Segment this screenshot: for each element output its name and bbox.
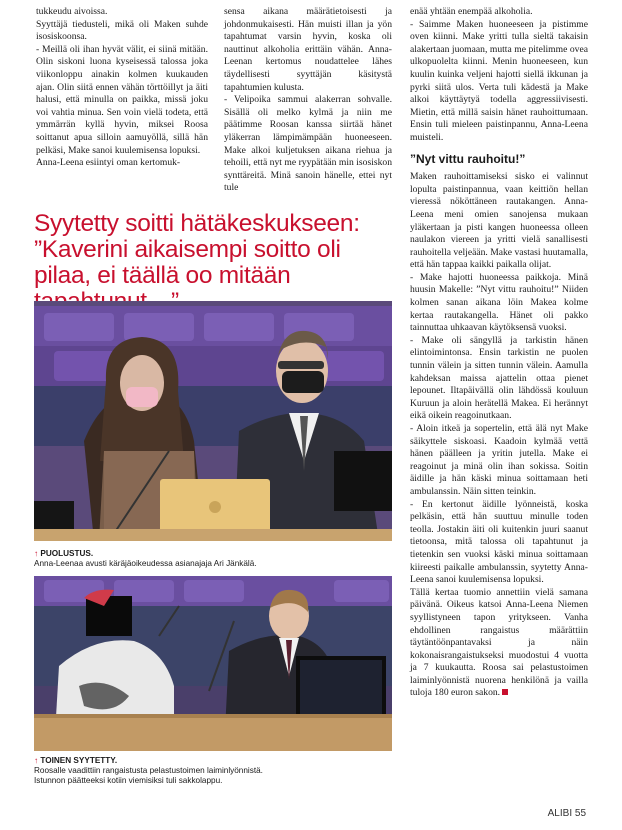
caption-title: TOINEN SYYTETTY. [40, 756, 118, 765]
paragraph: - Saimme Maken huoneeseen ja pistimme oven kiinni. Make yritti tulla sieltä takaisin alakertaan juomaan, mutta me pitelimme ovea ulkopuolelta kiinni. Menin huoneeseen, kun kuulin kuinka veljeni hajotti siellä ikkunan ja pyrki siitä ulos. Verta tuli kädestä ja Make alkoi käyttäytyä todella aggressiivisesti. Mietin, että millä saisin hänet rauhoittumaan. Ensin tuli mieleen paistinpannu, Anna-Leena muisteli. [410, 18, 588, 143]
article-column-3 [410, 6, 588, 700]
paragraph: Maken rauhoittamiseksi sisko ei valinnut lopulta paistinpannua, vaan keittiön hellan vieressä nököttäneen rautakangen. Anna-Leena meni omien sanojensa mukaan yläkertaan ja pisti kangen huoneessa olleen naulakon viereen ja yritti vielä sanallisesti rauhoitella veljeään. Make vastasi huutamalla, että hän tappaa kaikki paikalla olijat. [410, 171, 588, 271]
article-column-2 [224, 6, 392, 195]
end-mark-icon [502, 689, 508, 695]
page-footer: ALIBI 55 [547, 808, 586, 819]
photo-defense-illustration [34, 301, 392, 541]
paragraph: - Make hajotti huoneessa paikkoja. Minä huusin Makelle: ”Nyt vittu rauhoitu!” Niiden kolmen sanan aikana löin Makea kolme kertaa rautakangella. Hänet oli pakko tainnuttaa uhkaavan käytöksensä vuoksi. [410, 271, 588, 334]
caption-text: Istunnon päätteeksi kotiin viemisiksi tuli sakkolappu. [34, 776, 223, 785]
arrow-up-icon: ↑ [34, 756, 39, 765]
caption-defense [34, 549, 394, 569]
paragraph-text: Tällä kertaa tuomio annettiin vielä samana päivänä. Oikeus katsoi Anna-Leena Niemen syyllistyneen tapon yritykseen. Vanha ehdollinen rangaistus määrättiin täytäntöönpantavaksi ja näin kokonaisrangaistukseksi muodostui 4 vuotta ja 7 kuukautta. Roosa sai pelastustoimen laiminlyönnistä nuorena henkilönä ja vailla tuloja 180 euron sakon. [410, 586, 588, 699]
paragraph: Anna-Leena esiintyi oman kertomuk- [36, 157, 181, 169]
article-column-1 [36, 6, 208, 170]
arrow-up-icon: ↑ [34, 549, 39, 558]
subheading: ”Nyt vittu rauhoitu!” [410, 151, 526, 166]
headline: Syytetty soitti hätäkeskukseen: ”Kaverini aikaisempi soitto oli pilaa, ei täällä oo mitään [34, 210, 360, 289]
paragraph: - Make oli sängyllä ja tarkistin hänen elintoimintonsa. Ensin tarkistin ne puolen tunnin välein ja sitten tunnin välein. Aamulla kahdeksan maissa ajattelin ottaa pienet lepounet. Iltapäivällä olin lähdössä kouluun Kuruun ja aloin herätellä Makea. Ei herännyt eikä oikein reagoinutkaan. [410, 334, 588, 422]
paragraph: - Velipoika sammui alakerran sohvalle. Sisällä oli melko kylmä ja niin me päätimme Roosan kanssa siirtää hänet yläkerran lämpimämpään huoneeseen. Make alkoi kuljetuksen aikana riehua ja tehoili, että nyt me ryypätään min isosiskon synttäreitä. Minä sanoin hänelle, ettei nyt tule [224, 94, 392, 194]
caption-text: Anna-Leenaa avusti käräjäoikeudessa asianajaja Ari Jänkälä. [34, 559, 257, 568]
paragraph: - Meillä oli ihan hyvät välit, ei siinä mitään. Olin siskoni luona kyseisessä talossa joka viikonloppu ainakin kolmen kuukauden ajan. Olin siitä ennen vähän törttöillyt ja äiti halusi, että minulla on paikka, missä joku voi vahtia minua. Sen voin vielä todeta, että ymmärrän kyllä hyvin, miksei Roosa soittanut apua silloin aamuyöllä, sillä hän pelkäsi, Make sanoi kuulemisensa lopuksi. [36, 43, 208, 156]
paragraph: Syyttäjä tiedusteli, mikä oli Maken suhde isosiskoonsa. [36, 18, 208, 43]
caption-text: Roosalle vaadittiin rangaistusta pelastustoimen laiminlyönnistä. [34, 766, 263, 775]
photo-defense [34, 301, 392, 541]
photo-second-defendant-illustration [34, 576, 392, 751]
paragraph: enää yhtään enempää alkoholia. [410, 6, 533, 17]
caption-title: PUOLUSTUS. [40, 549, 94, 558]
paragraph: - Aloin itkeä ja sopertelin, että älä nyt Make säikyttele siskoasi. Kaadoin kylmää vettä hänen päälleen ja yritin jutella. Make ei reagoinut ja minä olin ihan sokissa. Soitin äidille ja hän käski minua soittamaan heti ambulanssin. Näin sitten teinkin. [410, 423, 588, 497]
photo-second-defendant [34, 576, 392, 751]
paragraph: sensa aikana määrätietoisesti ja johdonmukaisesti. Hän muisti illan ja yön tapahtumat varsin hyvin, koska oli nauttinut alkoholia erittäin vähän. Anna-Leenan kertomus noudattelee lähes täydellisesti syyttäjän käsitystä tapahtumien kulusta. [224, 6, 392, 93]
paragraph: tukkeudu aivoissa. [36, 6, 108, 17]
caption-second-defendant [34, 756, 394, 786]
paragraph: - En kertonut äidille lyönneistä, koska pelkäsin, että hän suuttuu minulle toden teolla. Jostakin äiti oli kuitenkin juuri saanut tietoonsa, mitä talossa oli tapahtunut ja tietenkin sen vuoksi käski minua soittamaan kiireesti paikalle ambulanssin, syytetty Anna-Leena sanoi kuulemisensa lopuksi. [410, 498, 588, 586]
paragraph [410, 587, 588, 700]
